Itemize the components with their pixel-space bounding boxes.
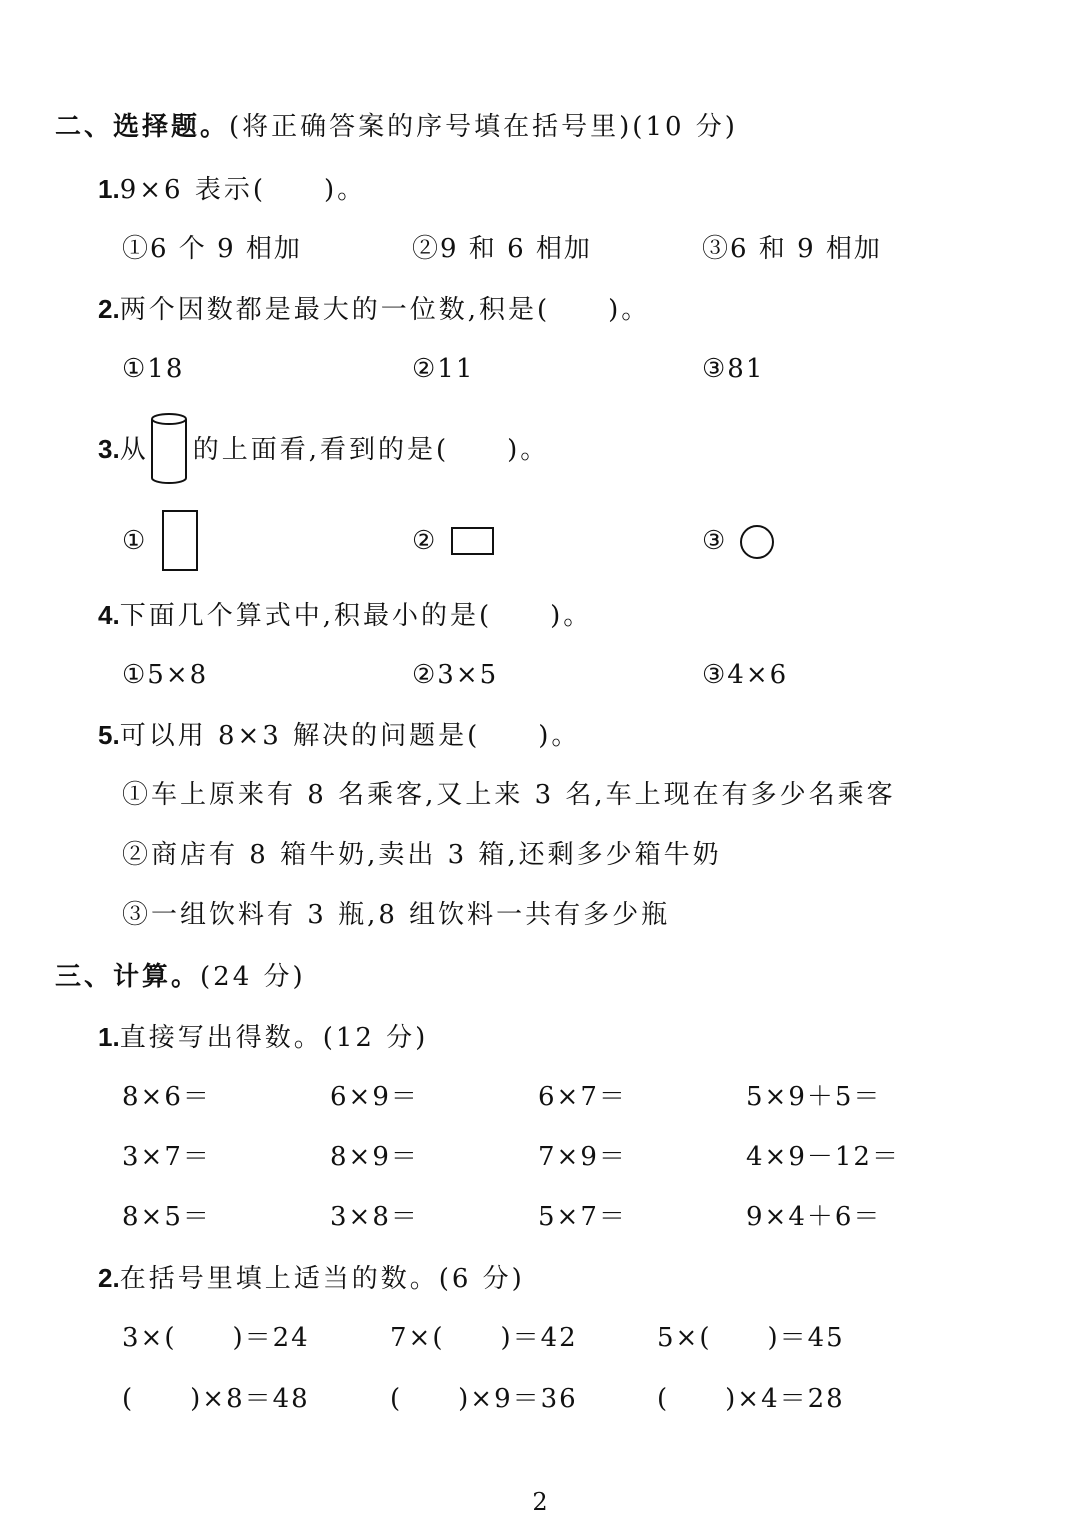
- calc-item: 7×9＝: [538, 1142, 627, 1172]
- question-number: 5.: [98, 720, 120, 750]
- question-text: 两个因数都是最大的一位数,积是( )。: [119, 295, 651, 325]
- question-number: 3.: [98, 434, 120, 464]
- option-1-marker: ①: [122, 526, 148, 556]
- question-text: 9×6 表示( )。: [119, 175, 367, 205]
- option-2-marker: ②: [412, 526, 438, 556]
- option-1: ①5×8: [122, 660, 209, 690]
- question-text-after: 的上面看,看到的是( )。: [192, 435, 550, 465]
- option-3: ③6 和 9 相加: [702, 234, 882, 264]
- option-2: ②商店有 8 箱牛奶,卖出 3 箱,还剩多少箱牛奶: [122, 840, 722, 870]
- calc-item: 5×7＝: [538, 1202, 627, 1232]
- section-2-title: 二、选择题。: [55, 112, 230, 142]
- fill-in-item: 3×( )＝24: [122, 1323, 310, 1353]
- tall-rectangle-icon: [162, 510, 198, 571]
- option-3: ③4×6: [702, 660, 789, 690]
- question-number: 1.: [98, 174, 120, 204]
- option-2: ②3×5: [412, 660, 499, 690]
- calc-item: 8×9＝: [330, 1142, 419, 1172]
- section-3-title: 三、计算。: [55, 962, 201, 992]
- option-3-marker: ③: [702, 526, 728, 556]
- calc-item: 6×7＝: [538, 1082, 627, 1112]
- option-2: ②11: [412, 354, 475, 384]
- calc-item: 3×7＝: [122, 1142, 211, 1172]
- page-number: 2: [532, 1488, 548, 1516]
- option-2: ②9 和 6 相加: [412, 234, 592, 264]
- option-3: ③81: [702, 354, 765, 384]
- fill-in-item: ( )×8＝48: [122, 1384, 310, 1414]
- part-2-heading: [98, 1261, 525, 1296]
- wide-rectangle-icon: [451, 527, 494, 555]
- question-number: 4.: [98, 600, 120, 630]
- fill-in-item: 5×( )＝45: [657, 1323, 845, 1353]
- circle-icon: [740, 525, 774, 559]
- section-3-heading: [55, 960, 306, 994]
- option-1: ①车上原来有 8 名乘客,又上来 3 名,车上现在有多少名乘客: [122, 780, 896, 810]
- option-1: ①6 个 9 相加: [122, 234, 302, 264]
- question-number: 1.: [98, 1022, 120, 1052]
- section-3-note: (24 分): [200, 962, 306, 992]
- cylinder-icon: [150, 412, 190, 486]
- question-1: [98, 172, 366, 207]
- calc-item: 8×6＝: [122, 1082, 211, 1112]
- question-text: 在括号里填上适当的数。(6 分): [119, 1264, 525, 1294]
- option-3: ③一组饮料有 3 瓶,8 组饮料一共有多少瓶: [122, 900, 671, 930]
- question-2: [98, 292, 650, 327]
- fill-in-item: ( )×4＝28: [657, 1384, 845, 1414]
- question-text: 下面几个算式中,积最小的是( )。: [119, 601, 593, 631]
- question-text: 可以用 8×3 解决的问题是( )。: [119, 721, 581, 751]
- part-1-heading: [98, 1020, 428, 1055]
- question-5: [98, 718, 580, 753]
- calc-item: 3×8＝: [330, 1202, 419, 1232]
- calc-item: 4×9－12＝: [746, 1142, 900, 1172]
- fill-in-item: 7×( )＝42: [390, 1323, 578, 1353]
- section-2-heading: [55, 110, 738, 144]
- fill-in-item: ( )×9＝36: [390, 1384, 578, 1414]
- question-4: [98, 598, 592, 633]
- calc-item: 9×4＋6＝: [746, 1202, 882, 1232]
- question-text-before: 从: [119, 435, 149, 465]
- question-number: 2.: [98, 1263, 120, 1293]
- section-2-note: (将正确答案的序号填在括号里)(10 分): [229, 112, 738, 142]
- calc-item: 5×9＋5＝: [746, 1082, 882, 1112]
- calc-item: 8×5＝: [122, 1202, 211, 1232]
- calc-item: 6×9＝: [330, 1082, 419, 1112]
- question-number: 2.: [98, 294, 120, 324]
- question-text: 直接写出得数。(12 分): [119, 1023, 429, 1053]
- option-1: ①18: [122, 354, 185, 384]
